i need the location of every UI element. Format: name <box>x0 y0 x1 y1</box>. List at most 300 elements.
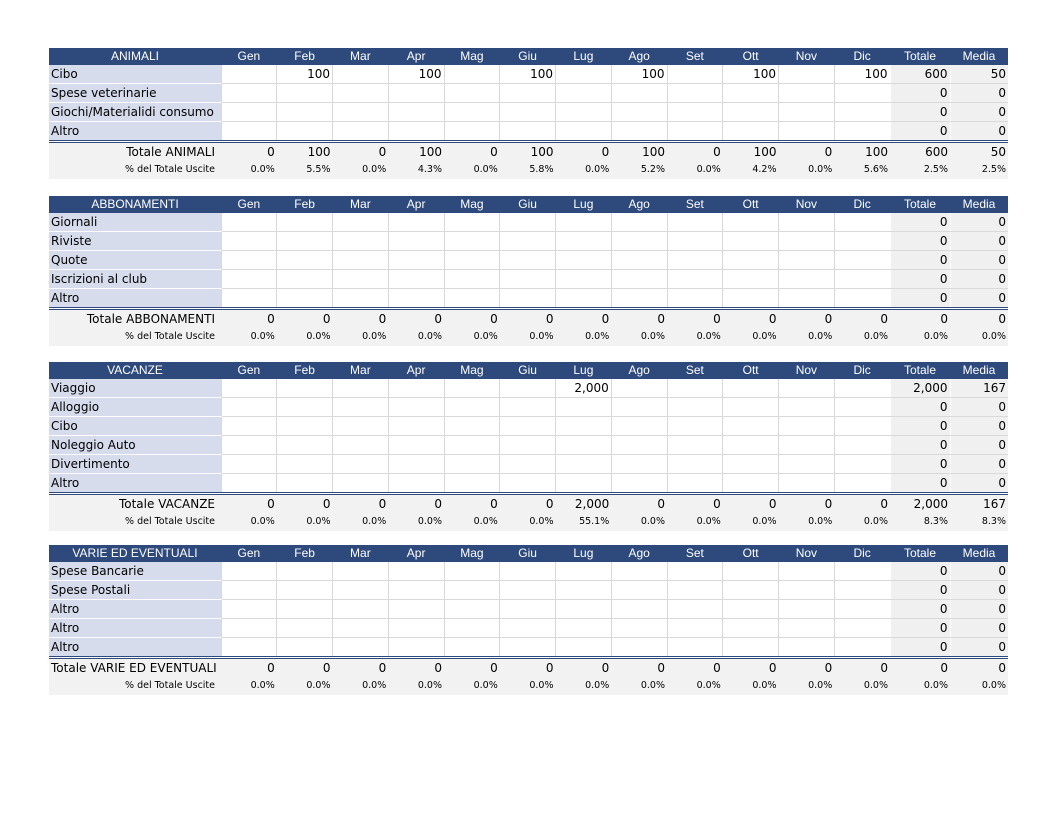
month-total: 0 <box>388 309 444 329</box>
amount-cell[interactable] <box>444 379 500 398</box>
row-average: 0 <box>950 270 1008 289</box>
amount-cell[interactable] <box>500 436 556 455</box>
amount-cell[interactable] <box>723 103 779 122</box>
amount-cell[interactable] <box>388 638 444 658</box>
amount-cell[interactable]: 100 <box>277 65 333 84</box>
amount-cell[interactable] <box>221 474 277 494</box>
amount-cell[interactable] <box>834 379 890 398</box>
amount-cell[interactable] <box>388 251 444 270</box>
amount-cell[interactable] <box>779 84 835 103</box>
amount-cell[interactable] <box>834 417 890 436</box>
amount-cell[interactable] <box>444 232 500 251</box>
month-header: Ott <box>723 48 779 65</box>
amount-cell[interactable] <box>834 251 890 270</box>
amount-cell[interactable] <box>277 417 333 436</box>
amount-cell[interactable] <box>556 581 612 600</box>
month-header: Nov <box>779 48 835 65</box>
amount-cell[interactable] <box>723 398 779 417</box>
amount-cell[interactable] <box>221 65 277 84</box>
amount-cell[interactable] <box>333 270 389 289</box>
grand-average: 0 <box>950 658 1008 678</box>
amount-cell[interactable] <box>779 65 835 84</box>
amount-cell[interactable] <box>611 398 667 417</box>
amount-cell[interactable] <box>277 379 333 398</box>
amount-cell[interactable] <box>667 84 723 103</box>
amount-cell[interactable] <box>333 455 389 474</box>
amount-cell[interactable] <box>388 84 444 103</box>
amount-cell[interactable] <box>723 455 779 474</box>
month-header: Mag <box>444 545 500 562</box>
amount-cell[interactable] <box>221 436 277 455</box>
amount-cell[interactable] <box>388 619 444 638</box>
month-percent: 0.0% <box>556 677 612 695</box>
amount-cell[interactable] <box>723 213 779 232</box>
amount-cell[interactable] <box>667 103 723 122</box>
amount-cell[interactable] <box>667 562 723 581</box>
amount-cell[interactable] <box>388 436 444 455</box>
month-total: 0 <box>388 658 444 678</box>
total-label: Totale VARIE ED EVENTUALI <box>49 658 221 678</box>
amount-cell[interactable] <box>388 103 444 122</box>
row-average: 0 <box>950 122 1008 142</box>
amount-cell[interactable] <box>444 417 500 436</box>
amount-cell[interactable] <box>500 417 556 436</box>
month-total: 100 <box>611 142 667 162</box>
amount-cell[interactable] <box>779 213 835 232</box>
amount-cell[interactable] <box>834 213 890 232</box>
amount-cell[interactable] <box>333 474 389 494</box>
month-total: 0 <box>500 658 556 678</box>
amount-cell[interactable] <box>834 619 890 638</box>
amount-cell[interactable] <box>834 600 890 619</box>
amount-cell[interactable] <box>611 455 667 474</box>
amount-cell[interactable] <box>611 619 667 638</box>
amount-cell[interactable] <box>779 270 835 289</box>
month-total: 0 <box>277 309 333 329</box>
amount-cell[interactable] <box>277 122 333 142</box>
amount-cell[interactable] <box>333 65 389 84</box>
amount-cell[interactable] <box>723 436 779 455</box>
amount-cell[interactable] <box>556 436 612 455</box>
amount-cell[interactable] <box>388 417 444 436</box>
month-percent: 0.0% <box>556 328 612 346</box>
amount-cell[interactable] <box>667 65 723 84</box>
amount-cell[interactable] <box>333 122 389 142</box>
amount-cell[interactable] <box>277 619 333 638</box>
month-percent: 0.0% <box>500 328 556 346</box>
amount-cell[interactable] <box>221 379 277 398</box>
amount-cell[interactable] <box>667 122 723 142</box>
amount-cell[interactable] <box>723 562 779 581</box>
month-header: Dic <box>834 545 890 562</box>
amount-cell[interactable] <box>277 84 333 103</box>
month-total: 0 <box>667 494 723 514</box>
amount-cell[interactable] <box>444 474 500 494</box>
amount-cell[interactable] <box>388 289 444 309</box>
month-total: 0 <box>667 142 723 162</box>
amount-cell[interactable] <box>500 103 556 122</box>
amount-cell[interactable] <box>556 103 612 122</box>
month-total: 2,000 <box>556 494 612 514</box>
amount-cell[interactable] <box>667 600 723 619</box>
amount-cell[interactable] <box>388 232 444 251</box>
amount-cell[interactable] <box>611 638 667 658</box>
amount-cell[interactable] <box>500 122 556 142</box>
row-total: 0 <box>890 84 950 103</box>
amount-cell[interactable] <box>611 251 667 270</box>
amount-cell[interactable] <box>444 270 500 289</box>
grand-total: 0 <box>890 309 950 329</box>
amount-cell[interactable] <box>277 103 333 122</box>
amount-cell[interactable] <box>723 289 779 309</box>
amount-cell[interactable] <box>444 436 500 455</box>
amount-cell[interactable] <box>723 417 779 436</box>
amount-cell[interactable] <box>723 619 779 638</box>
amount-cell[interactable] <box>667 581 723 600</box>
amount-cell[interactable] <box>779 417 835 436</box>
amount-cell[interactable] <box>723 270 779 289</box>
amount-cell[interactable] <box>388 122 444 142</box>
amount-cell[interactable] <box>333 436 389 455</box>
amount-cell[interactable] <box>277 455 333 474</box>
amount-cell[interactable] <box>277 600 333 619</box>
amount-cell[interactable] <box>667 417 723 436</box>
amount-cell[interactable] <box>500 600 556 619</box>
amount-cell[interactable] <box>834 562 890 581</box>
amount-cell[interactable] <box>444 103 500 122</box>
amount-cell[interactable] <box>611 232 667 251</box>
amount-cell[interactable] <box>667 213 723 232</box>
amount-cell[interactable] <box>779 122 835 142</box>
amount-cell[interactable] <box>779 103 835 122</box>
amount-cell[interactable] <box>444 619 500 638</box>
amount-cell[interactable] <box>834 270 890 289</box>
amount-cell[interactable] <box>221 455 277 474</box>
amount-cell[interactable] <box>500 232 556 251</box>
amount-cell[interactable] <box>834 474 890 494</box>
amount-cell[interactable] <box>277 638 333 658</box>
row-total: 0 <box>890 103 950 122</box>
amount-cell[interactable] <box>556 417 612 436</box>
amount-cell[interactable] <box>221 289 277 309</box>
amount-cell[interactable] <box>388 270 444 289</box>
amount-cell[interactable] <box>667 619 723 638</box>
amount-cell[interactable] <box>333 251 389 270</box>
amount-cell[interactable] <box>779 436 835 455</box>
amount-cell[interactable] <box>723 379 779 398</box>
amount-cell[interactable] <box>834 232 890 251</box>
row-total: 0 <box>890 581 950 600</box>
amount-cell[interactable] <box>611 436 667 455</box>
amount-cell[interactable]: 100 <box>834 65 890 84</box>
month-percent: 5.8% <box>500 161 556 179</box>
month-percent: 0.0% <box>277 677 333 695</box>
section-header-row <box>49 48 1008 65</box>
amount-cell[interactable] <box>611 600 667 619</box>
amount-cell[interactable] <box>556 455 612 474</box>
month-header: Ago <box>611 196 667 213</box>
month-header: Lug <box>556 196 612 213</box>
amount-cell[interactable] <box>667 251 723 270</box>
amount-cell[interactable] <box>277 232 333 251</box>
amount-cell[interactable] <box>388 213 444 232</box>
amount-cell[interactable] <box>611 581 667 600</box>
amount-cell[interactable] <box>556 213 612 232</box>
amount-cell[interactable] <box>667 232 723 251</box>
amount-cell[interactable] <box>500 213 556 232</box>
table-row <box>49 562 1008 581</box>
amount-cell[interactable] <box>611 270 667 289</box>
amount-cell[interactable] <box>444 251 500 270</box>
month-header: Mar <box>333 362 389 379</box>
amount-cell[interactable] <box>834 289 890 309</box>
amount-cell[interactable] <box>388 379 444 398</box>
amount-cell[interactable] <box>723 600 779 619</box>
month-total: 0 <box>779 309 835 329</box>
amount-cell[interactable] <box>277 213 333 232</box>
amount-cell[interactable] <box>388 474 444 494</box>
month-header: Feb <box>277 362 333 379</box>
amount-cell[interactable] <box>779 455 835 474</box>
amount-cell[interactable] <box>500 289 556 309</box>
month-header: Ago <box>611 545 667 562</box>
amount-cell[interactable] <box>333 232 389 251</box>
amount-cell[interactable] <box>221 417 277 436</box>
amount-cell[interactable]: 100 <box>388 65 444 84</box>
table-row <box>49 65 1008 84</box>
amount-cell[interactable] <box>444 84 500 103</box>
amount-cell[interactable] <box>221 600 277 619</box>
amount-cell[interactable] <box>611 84 667 103</box>
amount-cell[interactable] <box>723 251 779 270</box>
amount-cell[interactable] <box>221 562 277 581</box>
amount-cell[interactable] <box>834 103 890 122</box>
amount-cell[interactable] <box>834 436 890 455</box>
amount-cell[interactable] <box>221 270 277 289</box>
amount-cell[interactable] <box>556 65 612 84</box>
amount-cell[interactable] <box>277 581 333 600</box>
amount-cell[interactable] <box>333 84 389 103</box>
amount-cell[interactable] <box>221 619 277 638</box>
amount-cell[interactable] <box>444 213 500 232</box>
amount-cell[interactable] <box>667 289 723 309</box>
row-average: 0 <box>950 474 1008 494</box>
amount-cell[interactable] <box>221 251 277 270</box>
row-total: 0 <box>890 619 950 638</box>
amount-cell[interactable] <box>500 581 556 600</box>
amount-cell[interactable] <box>221 232 277 251</box>
total-percent: 0.0% <box>890 677 950 695</box>
amount-cell[interactable] <box>333 600 389 619</box>
row-label: Cibo <box>49 65 221 84</box>
amount-cell[interactable] <box>388 581 444 600</box>
amount-cell[interactable] <box>723 581 779 600</box>
amount-cell[interactable] <box>221 122 277 142</box>
amount-cell[interactable] <box>611 122 667 142</box>
amount-cell[interactable] <box>556 270 612 289</box>
amount-cell[interactable] <box>221 103 277 122</box>
amount-cell[interactable] <box>611 379 667 398</box>
row-label: Alloggio <box>49 398 221 417</box>
amount-cell[interactable] <box>500 379 556 398</box>
amount-cell[interactable] <box>444 581 500 600</box>
amount-cell[interactable] <box>444 289 500 309</box>
amount-cell[interactable] <box>277 398 333 417</box>
amount-cell[interactable] <box>834 84 890 103</box>
amount-cell[interactable]: 100 <box>723 65 779 84</box>
amount-cell[interactable] <box>779 600 835 619</box>
amount-cell[interactable] <box>388 562 444 581</box>
amount-cell[interactable] <box>779 638 835 658</box>
amount-cell[interactable] <box>277 436 333 455</box>
month-total: 100 <box>834 142 890 162</box>
amount-cell[interactable] <box>500 619 556 638</box>
amount-cell[interactable] <box>444 65 500 84</box>
amount-cell[interactable] <box>333 103 389 122</box>
amount-cell[interactable] <box>333 619 389 638</box>
row-label: Iscrizioni al club <box>49 270 221 289</box>
amount-cell[interactable] <box>221 638 277 658</box>
amount-cell[interactable] <box>444 122 500 142</box>
amount-cell[interactable] <box>556 398 612 417</box>
month-total: 0 <box>277 658 333 678</box>
average-header: Media <box>950 362 1008 379</box>
amount-cell[interactable] <box>277 562 333 581</box>
row-label: Altro <box>49 600 221 619</box>
month-percent: 0.0% <box>779 513 835 531</box>
amount-cell[interactable] <box>834 122 890 142</box>
month-percent: 0.0% <box>667 328 723 346</box>
amount-cell[interactable] <box>667 436 723 455</box>
amount-cell[interactable] <box>277 289 333 309</box>
amount-cell[interactable] <box>667 379 723 398</box>
amount-cell[interactable]: 100 <box>500 65 556 84</box>
amount-cell[interactable] <box>556 84 612 103</box>
amount-cell[interactable] <box>723 84 779 103</box>
table-row <box>49 436 1008 455</box>
amount-cell[interactable] <box>444 455 500 474</box>
amount-cell[interactable] <box>556 619 612 638</box>
amount-cell[interactable] <box>834 398 890 417</box>
amount-cell[interactable] <box>834 638 890 658</box>
amount-cell[interactable] <box>500 398 556 417</box>
amount-cell[interactable] <box>333 581 389 600</box>
amount-cell[interactable] <box>779 251 835 270</box>
amount-cell[interactable] <box>834 581 890 600</box>
amount-cell[interactable] <box>333 398 389 417</box>
amount-cell[interactable] <box>611 417 667 436</box>
amount-cell[interactable] <box>556 638 612 658</box>
month-percent: 0.0% <box>723 513 779 531</box>
amount-cell[interactable] <box>779 619 835 638</box>
amount-cell[interactable] <box>500 638 556 658</box>
amount-cell[interactable] <box>221 213 277 232</box>
month-header: Feb <box>277 196 333 213</box>
month-percent: 0.0% <box>333 677 389 695</box>
amount-cell[interactable] <box>779 289 835 309</box>
amount-cell[interactable] <box>723 122 779 142</box>
amount-cell[interactable] <box>556 251 612 270</box>
amount-cell[interactable] <box>779 232 835 251</box>
amount-cell[interactable] <box>388 398 444 417</box>
month-header: Apr <box>388 545 444 562</box>
amount-cell[interactable] <box>333 213 389 232</box>
amount-cell[interactable] <box>388 455 444 474</box>
row-total: 0 <box>890 213 950 232</box>
amount-cell[interactable] <box>500 251 556 270</box>
amount-cell[interactable] <box>444 562 500 581</box>
amount-cell[interactable] <box>388 600 444 619</box>
amount-cell[interactable] <box>277 270 333 289</box>
amount-cell[interactable] <box>221 398 277 417</box>
month-percent: 0.0% <box>779 161 835 179</box>
row-label: Quote <box>49 251 221 270</box>
amount-cell[interactable] <box>611 289 667 309</box>
amount-cell[interactable]: 100 <box>611 65 667 84</box>
amount-cell[interactable] <box>500 270 556 289</box>
amount-cell[interactable] <box>723 474 779 494</box>
amount-cell[interactable] <box>444 398 500 417</box>
amount-cell[interactable] <box>667 474 723 494</box>
amount-cell[interactable] <box>611 103 667 122</box>
amount-cell[interactable] <box>221 84 277 103</box>
month-header: Nov <box>779 362 835 379</box>
month-percent: 0.0% <box>221 677 277 695</box>
amount-cell[interactable] <box>779 581 835 600</box>
month-header: Giu <box>500 545 556 562</box>
amount-cell[interactable] <box>779 562 835 581</box>
amount-cell[interactable] <box>500 455 556 474</box>
amount-cell[interactable] <box>834 455 890 474</box>
section-title: ABBONAMENTI <box>49 196 221 213</box>
amount-cell[interactable] <box>779 379 835 398</box>
amount-cell[interactable] <box>277 251 333 270</box>
amount-cell[interactable] <box>444 638 500 658</box>
amount-cell[interactable] <box>221 581 277 600</box>
amount-cell[interactable] <box>723 638 779 658</box>
amount-cell[interactable] <box>556 232 612 251</box>
amount-cell[interactable] <box>667 270 723 289</box>
amount-cell[interactable] <box>556 562 612 581</box>
amount-cell[interactable] <box>333 289 389 309</box>
section-title: VACANZE <box>49 362 221 379</box>
amount-cell[interactable]: 2,000 <box>556 379 612 398</box>
amount-cell[interactable] <box>556 289 612 309</box>
amount-cell[interactable] <box>333 379 389 398</box>
amount-cell[interactable] <box>556 122 612 142</box>
amount-cell[interactable] <box>667 398 723 417</box>
amount-cell[interactable] <box>667 455 723 474</box>
amount-cell[interactable] <box>556 600 612 619</box>
amount-cell[interactable] <box>333 638 389 658</box>
amount-cell[interactable] <box>277 474 333 494</box>
total-header: Totale <box>890 48 950 65</box>
amount-cell[interactable] <box>611 213 667 232</box>
amount-cell[interactable] <box>500 562 556 581</box>
amount-cell[interactable] <box>667 638 723 658</box>
amount-cell[interactable] <box>333 562 389 581</box>
amount-cell[interactable] <box>779 398 835 417</box>
amount-cell[interactable] <box>611 562 667 581</box>
amount-cell[interactable] <box>444 600 500 619</box>
amount-cell[interactable] <box>611 474 667 494</box>
amount-cell[interactable] <box>333 417 389 436</box>
amount-cell[interactable] <box>779 474 835 494</box>
amount-cell[interactable] <box>723 232 779 251</box>
amount-cell[interactable] <box>500 84 556 103</box>
amount-cell[interactable] <box>556 474 612 494</box>
amount-cell[interactable] <box>500 474 556 494</box>
